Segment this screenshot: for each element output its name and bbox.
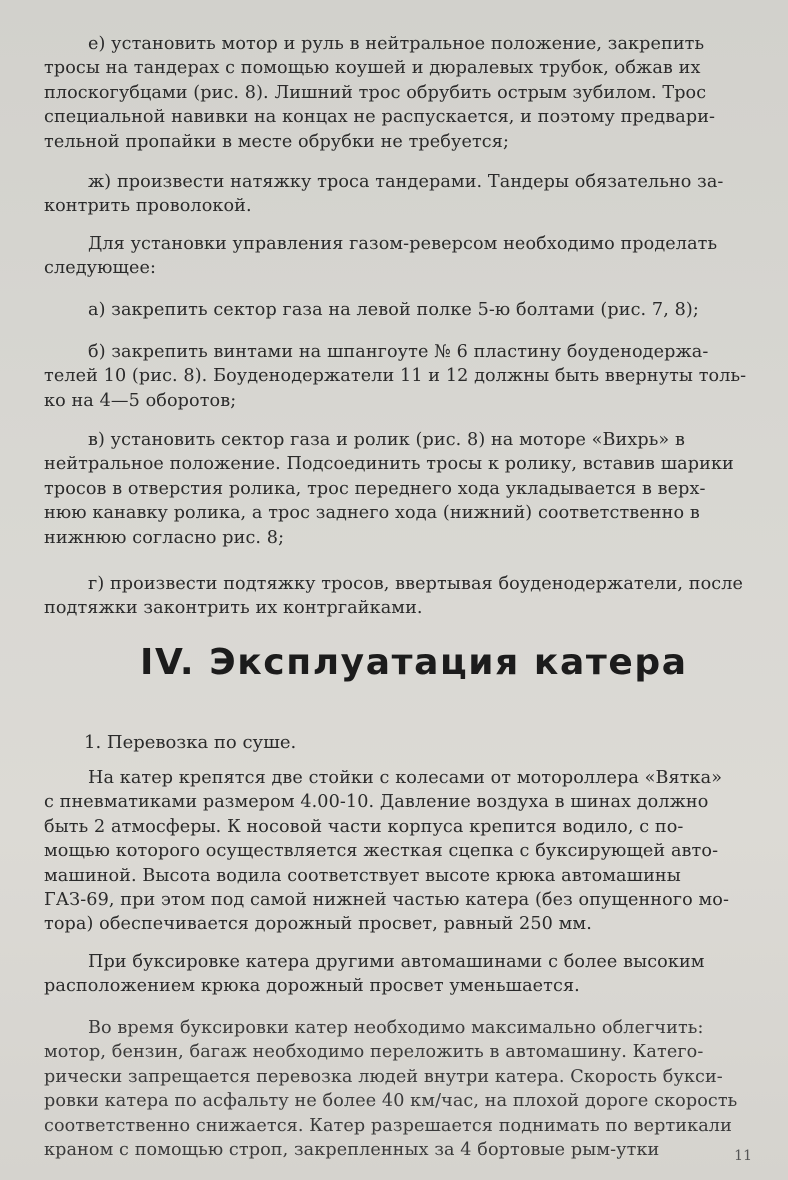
text-line: При буксировке катера другими автомашинами с более высоким xyxy=(88,952,705,972)
text-line: нейтральное положение. Подсоединить тросы к ролику, вставив шарики xyxy=(44,454,734,475)
section-heading: IV. Эксплуатация катера xyxy=(140,642,688,683)
text-line: тора) обеспечивается дорожный просвет, равный 250 мм. xyxy=(44,914,592,935)
text-line: следующее: xyxy=(44,258,157,279)
text-line: е) установить мотор и руль в нейтральное положение, закрепить xyxy=(88,34,705,54)
text-line: рически запрещается перевозка людей внутри катера. Скорость букси- xyxy=(44,1066,723,1087)
body-paragraph-1 xyxy=(44,766,749,937)
paragraph-b xyxy=(44,340,749,413)
text-line: На катер крепятся две стойки с колесами от мотороллера «Вятка» xyxy=(88,768,723,788)
paragraph-a xyxy=(44,298,749,322)
paragraph-v xyxy=(44,428,749,550)
text-line: ж) произвести натяжку троса тандерами. Тандеры обязательно за- xyxy=(88,172,724,192)
paragraph-zh xyxy=(44,170,749,219)
body-paragraph-3 xyxy=(44,1016,749,1162)
text-line: тросов в отверстия ролика, трос переднего хода укладывается в верх- xyxy=(44,478,706,499)
text-line: специальной навивки на концах не распускается, и поэтому предвари- xyxy=(44,107,716,128)
text-line: расположением крюка дорожный просвет уменьшается. xyxy=(44,976,580,997)
text-line: Во время буксировки катер необходимо максимально облегчить: xyxy=(88,1018,704,1038)
text-line: тросы на тандерах с помощью коушей и дюралевых трубок, обжав их xyxy=(44,58,701,79)
paragraph-g xyxy=(44,572,749,621)
text-line: с пневматиками размером 4.00-10. Давление воздуха в шинах должно xyxy=(44,792,709,813)
text-line: ГАЗ-69, при этом под самой нижней частью катера (без опущенного мо- xyxy=(44,890,730,911)
paragraph-e xyxy=(44,32,749,154)
paragraph-intro xyxy=(44,232,749,281)
text-line: плоскогубцами (рис. 8). Лишний трос обрубить острым зубилом. Трос xyxy=(44,82,707,103)
text-line: тельной пропайки в месте обрубки не требуется; xyxy=(44,131,509,152)
text-line: машиной. Высота водила соответствует высоте крюка автомашины xyxy=(44,865,681,886)
page-number: 11 xyxy=(734,1148,752,1164)
text-line: нижнюю согласно рис. 8; xyxy=(44,527,285,548)
text-line: г) произвести подтяжку тросов, ввертывая боуденодержатели, после xyxy=(88,574,744,594)
text-line: б) закрепить винтами на шпангоуте № 6 пластину боуденодержа- xyxy=(88,342,709,362)
text-line: быть 2 атмосферы. К носовой части корпуса крепится водило, с по- xyxy=(44,816,684,837)
text-line: контрить проволокой. xyxy=(44,196,252,217)
text-line: телей 10 (рис. 8). Боуденодержатели 11 и 12 должны быть ввернуты толь- xyxy=(44,366,747,387)
text-line: мощью которого осуществляется жесткая сцепка с буксирующей авто- xyxy=(44,841,719,862)
subsection-title: 1. Перевозка по суше. xyxy=(84,732,297,753)
text-line: в) установить сектор газа и ролик (рис. 8) на моторе «Вихрь» в xyxy=(88,430,685,450)
text-line: Для установки управления газом-реверсом необходимо проделать xyxy=(88,234,718,254)
text-line: а) закрепить сектор газа на левой полке 5-ю болтами (рис. 7, 8); xyxy=(88,300,699,320)
text-line: мотор, бензин, багаж необходимо переложить в автомашину. Катего- xyxy=(44,1042,704,1063)
text-line: подтяжки законтрить их контргайками. xyxy=(44,598,423,619)
text-line: ровки катера по асфальту не более 40 км/час, на плохой дороге скорость xyxy=(44,1091,738,1112)
text-line: нюю канавку ролика, а трос заднего хода (нижний) соответственно в xyxy=(44,503,700,524)
text-line: краном с помощью строп, закрепленных за 4 бортовые рым-утки xyxy=(44,1140,660,1161)
text-line: соответственно снижается. Катер разрешается поднимать по вертикали xyxy=(44,1115,732,1136)
body-paragraph-2 xyxy=(44,950,749,999)
text-line: ко на 4—5 оборотов; xyxy=(44,390,237,411)
